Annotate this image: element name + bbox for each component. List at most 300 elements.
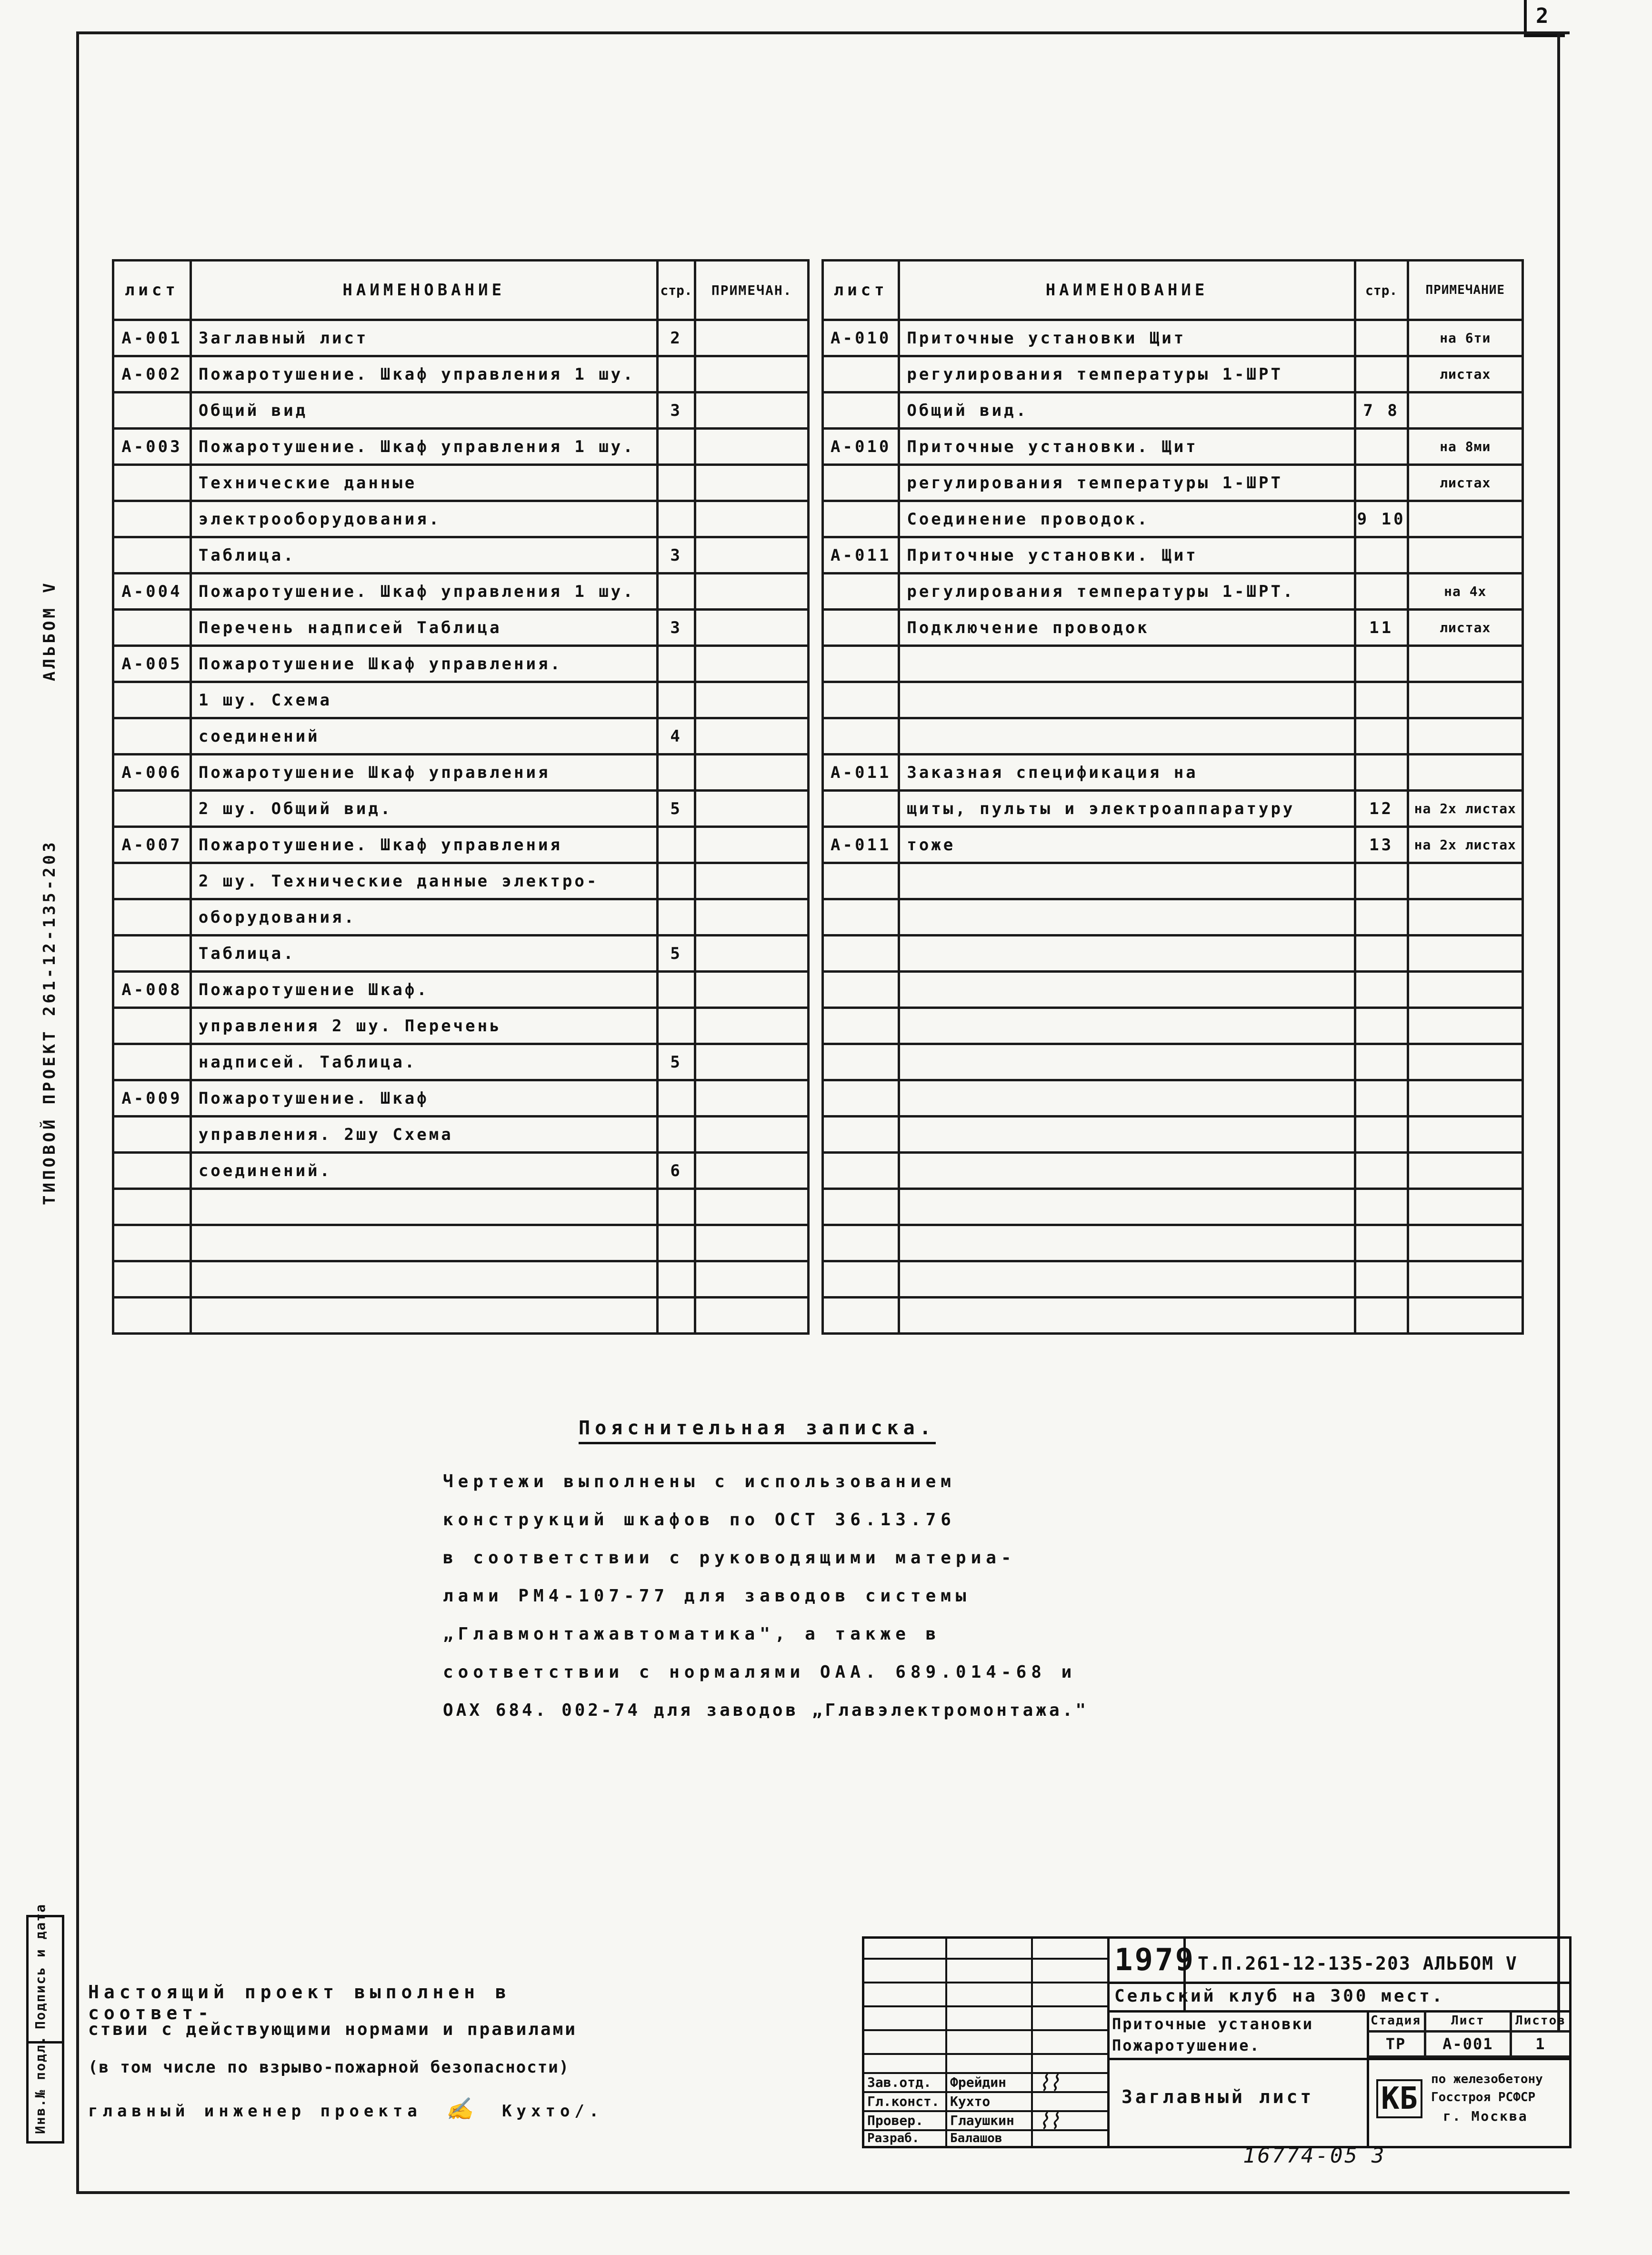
row-note — [695, 682, 809, 718]
row-page — [657, 827, 695, 863]
header-page: стр. — [1355, 261, 1408, 320]
row-page — [1355, 1008, 1408, 1044]
row-page — [657, 1080, 695, 1117]
row-sheet — [823, 393, 899, 429]
row-name — [899, 1153, 1355, 1189]
row-name: Приточные установки. Щит — [899, 429, 1355, 465]
row-note — [695, 320, 809, 356]
sheets-label: Листов — [1511, 2011, 1569, 2032]
row-sheet: А-007 — [113, 827, 191, 863]
row-note — [695, 646, 809, 682]
row-sheet — [113, 682, 191, 718]
table-row — [113, 1298, 809, 1334]
row-page — [657, 429, 695, 465]
row-note — [1408, 537, 1522, 574]
row-name — [899, 682, 1355, 718]
row-name — [899, 936, 1355, 972]
table-row — [823, 1008, 1523, 1044]
row-sheet — [113, 863, 191, 899]
row-page — [657, 356, 695, 393]
row-page: 11 — [1355, 610, 1408, 646]
row-name — [190, 1189, 657, 1225]
row-sheet — [823, 356, 899, 393]
table-row — [823, 1117, 1523, 1153]
row-page — [1355, 429, 1408, 465]
table-row — [823, 863, 1523, 899]
row-note: на 6ти — [1408, 320, 1522, 356]
table-row — [113, 646, 809, 682]
table-row — [823, 537, 1523, 574]
sheet-value: А-001 — [1425, 2032, 1511, 2057]
staff-role: Зав.отд. — [867, 2074, 931, 2090]
row-page — [1355, 1261, 1408, 1298]
row-page — [1355, 1153, 1408, 1189]
row-page — [657, 899, 695, 936]
row-sheet — [113, 1117, 191, 1153]
row-name: Перечень надписей Таблица — [190, 610, 657, 646]
row-name: 2 шу. Технические данные электро- — [190, 863, 657, 899]
row-note — [1408, 1153, 1522, 1189]
table-row — [823, 574, 1523, 610]
row-name: Соединение проводок. — [899, 501, 1355, 537]
row-page — [1355, 899, 1408, 936]
compliance-line: ствии с действующими нормами и правилами — [88, 2020, 577, 2039]
row-name: щиты, пульты и электроаппаратуру — [899, 791, 1355, 827]
album-label: АЛЬБОМ V — [40, 580, 59, 681]
row-note — [695, 393, 809, 429]
row-page — [1355, 574, 1408, 610]
table-row — [823, 791, 1523, 827]
table-row — [823, 429, 1523, 465]
row-note — [1408, 899, 1522, 936]
row-name: регулирования температуры 1-ШРТ. — [899, 574, 1355, 610]
row-page — [1355, 936, 1408, 972]
compliance-line: Настоящий проект выполнен в соответ- — [88, 1982, 511, 2023]
row-sheet: А-002 — [113, 356, 191, 393]
row-page: 2 — [657, 320, 695, 356]
table-row — [113, 827, 809, 863]
note-line: соответствии с нормалями ОАА. 689.014-68 и — [443, 1662, 1077, 1682]
row-note — [695, 1189, 809, 1225]
table-row — [113, 537, 809, 574]
table-row — [823, 972, 1523, 1008]
row-note — [695, 574, 809, 610]
staff-signature: ⌇⌇ — [1038, 2108, 1060, 2134]
org-line: г. Москва — [1443, 2108, 1528, 2124]
header-sheet: лист — [113, 261, 191, 320]
row-sheet: А-010 — [823, 320, 899, 356]
table-row — [113, 972, 809, 1008]
row-sheet — [823, 465, 899, 501]
table-row — [113, 791, 809, 827]
register-table-left — [112, 259, 810, 1335]
table-row — [823, 1080, 1523, 1117]
row-sheet: А-011 — [823, 537, 899, 574]
row-page — [657, 1117, 695, 1153]
row-sheet: А-003 — [113, 429, 191, 465]
project-code: Т.П.261-12-135-203 АЛЬБОМ V — [1198, 1953, 1518, 1974]
staff-role: Гл.конст. — [867, 2094, 940, 2109]
table-header — [113, 261, 809, 320]
row-sheet — [823, 1044, 899, 1080]
row-name: надписей. Таблица. — [190, 1044, 657, 1080]
chief-engineer-label: главный инженер проекта — [88, 2102, 422, 2121]
row-page — [657, 501, 695, 537]
row-note — [695, 429, 809, 465]
row-name: Общий вид — [190, 393, 657, 429]
row-note: на 2х листах — [1408, 827, 1522, 863]
row-name — [899, 863, 1355, 899]
row-note — [1408, 972, 1522, 1008]
chief-engineer-signature: ✍ — [446, 2096, 478, 2122]
table-row — [113, 936, 809, 972]
row-note — [1408, 1189, 1522, 1225]
org-line: по железобетону — [1431, 2072, 1543, 2086]
table-header — [823, 261, 1523, 320]
table-row — [823, 465, 1523, 501]
table-row — [823, 320, 1523, 356]
note-line: в соответствии с руководящими материа- — [443, 1548, 1016, 1568]
row-page — [1355, 1080, 1408, 1117]
row-note — [1408, 1080, 1522, 1117]
row-page — [1355, 1298, 1408, 1334]
table-row — [113, 465, 809, 501]
row-name: Пожаротушение. Шкаф управления 1 шу. — [190, 429, 657, 465]
row-sheet — [113, 465, 191, 501]
row-page — [657, 863, 695, 899]
table-row — [823, 646, 1523, 682]
row-page — [657, 465, 695, 501]
row-page: 3 — [657, 393, 695, 429]
row-page: 13 — [1355, 827, 1408, 863]
row-note — [1408, 646, 1522, 682]
row-sheet — [823, 936, 899, 972]
row-page — [1355, 1117, 1408, 1153]
row-name — [190, 1225, 657, 1261]
table-row — [113, 1117, 809, 1153]
header-sheet: лист — [823, 261, 899, 320]
row-sheet — [113, 1225, 191, 1261]
table-row — [823, 1298, 1523, 1334]
row-sheet — [823, 1225, 899, 1261]
title-block — [862, 1936, 1572, 2148]
staff-role: Разраб. — [867, 2131, 920, 2145]
row-page — [657, 755, 695, 791]
row-note — [1408, 936, 1522, 972]
row-sheet — [823, 1298, 899, 1334]
staff-name: Балашов — [950, 2131, 1002, 2145]
table-row — [823, 755, 1523, 791]
table-row — [823, 1153, 1523, 1189]
staff-name: Кухто — [950, 2094, 991, 2109]
row-page — [657, 1008, 695, 1044]
explanatory-note-body — [443, 1472, 1089, 1739]
staff-name: Глаушкин — [950, 2113, 1014, 2128]
row-sheet: А-010 — [823, 429, 899, 465]
header-name: НАИМЕНОВАНИЕ — [190, 261, 657, 320]
table-row — [113, 863, 809, 899]
row-name — [899, 972, 1355, 1008]
row-sheet: А-005 — [113, 646, 191, 682]
frame-right-line — [1557, 31, 1560, 2032]
row-sheet — [823, 574, 899, 610]
table-row — [823, 1044, 1523, 1080]
row-note — [1408, 393, 1522, 429]
row-name: управления 2 шу. Перечень — [190, 1008, 657, 1044]
object-name: Сельский клуб на 300 мест. — [1114, 1986, 1445, 2006]
row-sheet — [113, 1261, 191, 1298]
row-note — [695, 1008, 809, 1044]
row-note — [1408, 1225, 1522, 1261]
row-note — [695, 1298, 809, 1334]
row-name: регулирования температуры 1-ШРТ — [899, 356, 1355, 393]
row-page — [1355, 1044, 1408, 1080]
row-name — [899, 646, 1355, 682]
section-line1: Приточные установки — [1112, 2015, 1314, 2033]
row-name: Приточные установки. Щит — [899, 537, 1355, 574]
note-line: Чертежи выполнены с использованием — [443, 1472, 956, 1491]
row-note — [695, 1080, 809, 1117]
row-sheet — [823, 899, 899, 936]
table-row — [113, 1080, 809, 1117]
note-line: конструкций шкафов по ОСТ 36.13.76 — [443, 1510, 956, 1530]
row-name — [899, 718, 1355, 755]
row-sheet — [823, 501, 899, 537]
row-name: Заглавный лист — [190, 320, 657, 356]
row-note: листах — [1408, 465, 1522, 501]
row-name: соединений. — [190, 1153, 657, 1189]
row-name: электрооборудования. — [190, 501, 657, 537]
table-row — [113, 429, 809, 465]
row-note — [695, 1261, 809, 1298]
row-page — [657, 1225, 695, 1261]
row-page — [1355, 972, 1408, 1008]
row-page: 6 — [657, 1153, 695, 1189]
row-sheet — [113, 718, 191, 755]
row-note — [1408, 1261, 1522, 1298]
row-name — [899, 1298, 1355, 1334]
table-row — [113, 1153, 809, 1189]
row-name — [899, 1189, 1355, 1225]
row-name — [899, 1080, 1355, 1117]
row-sheet — [113, 899, 191, 936]
row-note — [1408, 863, 1522, 899]
row-sheet — [113, 501, 191, 537]
row-sheet — [823, 863, 899, 899]
project-label: ТИПОВОЙ ПРОЕКТ 261-12-135-203 — [40, 839, 59, 1205]
note-line: лами РМ4-107-77 для заводов системы — [443, 1586, 971, 1606]
staff-name: Фрейдин — [950, 2074, 1007, 2090]
row-note — [695, 791, 809, 827]
row-note — [1408, 718, 1522, 755]
staff-signature: ⌇⌇ — [1038, 2070, 1060, 2096]
compliance-note — [88, 1982, 650, 2134]
row-page — [1355, 356, 1408, 393]
chief-engineer-name: Кухто/. — [502, 2102, 604, 2121]
row-page: 9 10 — [1355, 501, 1408, 537]
row-page — [1355, 682, 1408, 718]
row-page: 7 8 — [1355, 393, 1408, 429]
row-sheet — [113, 1153, 191, 1189]
row-note — [695, 356, 809, 393]
table-row — [113, 320, 809, 356]
row-name: оборудования. — [190, 899, 657, 936]
row-note — [1408, 682, 1522, 718]
table-row — [823, 356, 1523, 393]
header-name: НАИМЕНОВАНИЕ — [899, 261, 1355, 320]
row-name: Пожаротушение Шкаф. — [190, 972, 657, 1008]
row-sheet — [113, 1298, 191, 1334]
stage-value: ТР — [1368, 2032, 1425, 2057]
section-line2: Пожаротушение. — [1112, 2036, 1261, 2054]
row-name: Пожаротушение. Шкаф — [190, 1080, 657, 1117]
row-name — [899, 1008, 1355, 1044]
row-name — [899, 899, 1355, 936]
header-page: стр. — [657, 261, 695, 320]
row-note — [695, 972, 809, 1008]
row-name: тоже — [899, 827, 1355, 863]
row-note — [695, 1044, 809, 1080]
row-name: Заказная спецификация на — [899, 755, 1355, 791]
table-row — [113, 899, 809, 936]
table-row — [823, 718, 1523, 755]
row-name: Приточные установки Щит — [899, 320, 1355, 356]
row-name: Подключение проводок — [899, 610, 1355, 646]
row-name — [899, 1117, 1355, 1153]
row-sheet — [113, 537, 191, 574]
row-note — [695, 936, 809, 972]
row-page: 4 — [657, 718, 695, 755]
table-row — [113, 755, 809, 791]
row-name: Пожаротушение. Шкаф управления 1 шу. — [190, 356, 657, 393]
row-note — [1408, 755, 1522, 791]
compliance-line: (в том числе по взрыво-пожарной безопасности) — [88, 2058, 570, 2077]
row-name: Пожаротушение Шкаф управления — [190, 755, 657, 791]
row-note — [695, 718, 809, 755]
row-page: 5 — [657, 936, 695, 972]
row-note — [695, 1153, 809, 1189]
row-page — [657, 646, 695, 682]
table-row — [113, 501, 809, 537]
row-note — [695, 465, 809, 501]
row-page: 3 — [657, 537, 695, 574]
row-sheet — [823, 718, 899, 755]
row-note — [695, 1225, 809, 1261]
row-note — [695, 1117, 809, 1153]
row-page — [1355, 755, 1408, 791]
table-row — [113, 1261, 809, 1298]
row-page — [1355, 863, 1408, 899]
row-name: Пожаротушение. Шкаф управления — [190, 827, 657, 863]
row-name — [899, 1044, 1355, 1080]
row-sheet — [823, 791, 899, 827]
archive-page: 3 — [1372, 2144, 1384, 2168]
row-page — [1355, 465, 1408, 501]
table-row — [823, 1261, 1523, 1298]
row-sheet — [823, 682, 899, 718]
note-line: ОАХ 684. 002-74 для заводов „Главэлектромонтажа." — [443, 1701, 1089, 1720]
page-number: 2 — [1536, 4, 1549, 28]
row-note — [695, 501, 809, 537]
row-note — [695, 610, 809, 646]
note-line: „Главмонтажавтоматика", а также в — [443, 1624, 941, 1644]
sheet-title: Заглавный лист — [1121, 2086, 1314, 2107]
table-row — [113, 356, 809, 393]
row-note: на 4х — [1408, 574, 1522, 610]
row-note — [695, 827, 809, 863]
row-page — [657, 1261, 695, 1298]
row-sheet: А-009 — [113, 1080, 191, 1117]
row-sheet — [113, 1044, 191, 1080]
stamp-signature-date: Подпись и дата — [32, 1903, 48, 2029]
row-name: соединений — [190, 718, 657, 755]
table-row — [113, 1044, 809, 1080]
row-note: на 8ми — [1408, 429, 1522, 465]
table-row — [823, 936, 1523, 972]
staff-role: Провер. — [867, 2113, 924, 2128]
row-note — [1408, 1044, 1522, 1080]
row-sheet — [113, 610, 191, 646]
table-row — [113, 1225, 809, 1261]
row-name: Пожаротушение Шкаф управления. — [190, 646, 657, 682]
table-row — [823, 610, 1523, 646]
year: 1979 — [1114, 1943, 1196, 1978]
table-row — [113, 1189, 809, 1225]
row-sheet — [823, 972, 899, 1008]
row-page — [1355, 537, 1408, 574]
row-page: 5 — [657, 791, 695, 827]
org-line: Госстроя РСФСР — [1431, 2090, 1536, 2104]
row-page — [1355, 320, 1408, 356]
row-sheet — [113, 1189, 191, 1225]
row-sheet — [823, 1153, 899, 1189]
row-sheet: А-001 — [113, 320, 191, 356]
row-sheet — [113, 393, 191, 429]
header-note: ПРИМЕЧАН. — [695, 261, 809, 320]
row-name: управления. 2шу Схема — [190, 1117, 657, 1153]
row-name: 1 шу. Схема — [190, 682, 657, 718]
row-sheet: А-011 — [823, 755, 899, 791]
table-row — [823, 1225, 1523, 1261]
table-row — [823, 682, 1523, 718]
row-page — [657, 574, 695, 610]
row-page — [1355, 1225, 1408, 1261]
row-note — [1408, 1117, 1522, 1153]
row-sheet — [113, 1008, 191, 1044]
row-note — [695, 537, 809, 574]
row-name: Таблица. — [190, 537, 657, 574]
org-abbr: КБ — [1376, 2079, 1422, 2118]
row-sheet — [823, 1080, 899, 1117]
row-sheet — [823, 1261, 899, 1298]
row-sheet — [823, 1189, 899, 1225]
row-note — [1408, 1008, 1522, 1044]
row-sheet — [823, 610, 899, 646]
table-row — [823, 501, 1523, 537]
row-name — [899, 1225, 1355, 1261]
row-page — [1355, 1189, 1408, 1225]
table-row — [113, 1008, 809, 1044]
row-name: Общий вид. — [899, 393, 1355, 429]
row-name: Технические данные — [190, 465, 657, 501]
row-note — [695, 863, 809, 899]
row-sheet: А-011 — [823, 827, 899, 863]
stamp-inventory-number: Инв.№ подл. — [32, 2035, 48, 2134]
row-name — [190, 1261, 657, 1298]
row-note — [695, 899, 809, 936]
register-table-right — [821, 259, 1524, 1335]
row-page: 3 — [657, 610, 695, 646]
